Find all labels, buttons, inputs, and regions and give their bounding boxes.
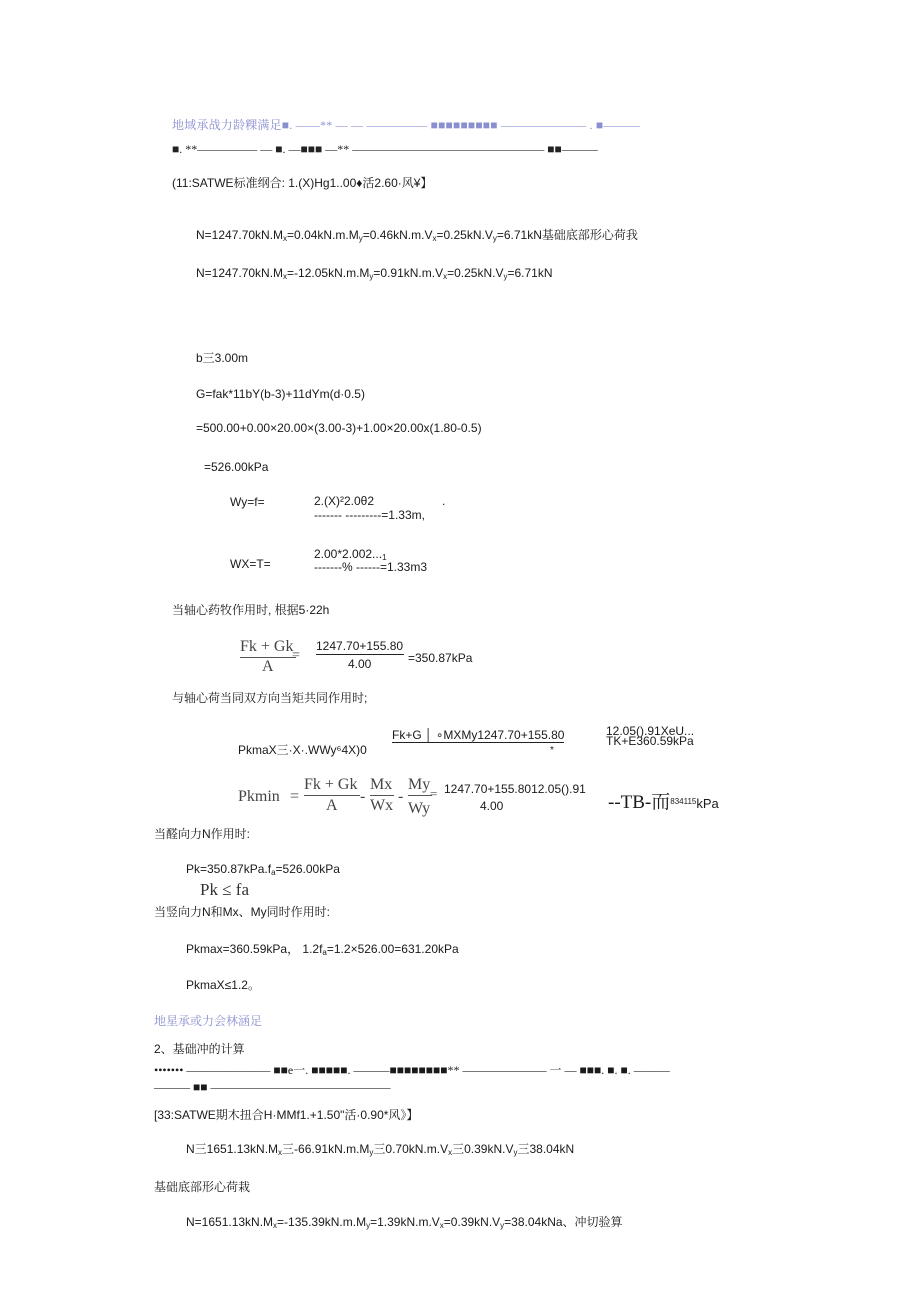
pmin-f1-denominator: A: [326, 797, 338, 814]
fk-denominator: 4.00: [348, 657, 372, 671]
pkmax-check-line: Pkmax=360.59kPa， $1.2f_a=1.2\times 526.00=631.20kPa$: [186, 942, 459, 957]
load-line-1: $N=1247.70kN.M_x=0.04kN.m.M_y=0.46kN.m.V_x=0.25kN.V_y=6.71kN$基础底部形心荷我: [196, 228, 638, 243]
section1-heading-line2: ■. **————— — ■. —■■■ —** ———————————————— ■■———: [172, 142, 598, 156]
pk-check-line: $Pk=350.87kPa.f_a=526.00kPa$: [186, 862, 340, 877]
axial-intro: 当轴心药牧作用时, 根据5·22h: [172, 603, 330, 617]
fk-formula-denominator: A: [262, 658, 274, 675]
load-combination-33: [33:SATWE期木扭合H·MMf1.+1.50"活·0.90*风》】: [154, 1108, 419, 1122]
pmin-denominator: 4.00: [480, 799, 504, 813]
pmax-label: PkmaX三·X·.WWy⁶4X)0: [238, 743, 367, 757]
wx-denominator: -------% ------=1.33m3: [314, 560, 427, 574]
pmin-numerator: 1247.70+155.8012.05().91: [444, 782, 586, 796]
pmin-f1-bar: [304, 795, 360, 796]
pmin-f1-numerator: Fk + Gk: [304, 776, 358, 793]
pmin-right-result: --TB-而$^{834115}$kPa: [608, 792, 719, 813]
fk-formula-numerator: Fk + Gk: [240, 638, 294, 655]
load-line-2: $N=1247.70kN.M_x=-12.05kN.m.M_y=0.91kN.m.V_x=0.25kN.V_y=6.71kN$: [196, 266, 553, 281]
pmin-f2-numerator: Mx: [370, 776, 393, 793]
wy-numerator: 2.(X)²2.0θ2: [314, 494, 375, 508]
pmin-f3-numerator: My: [408, 776, 431, 793]
vertical-moment-intro: 当竖向力N和Mx、My同时作用时:: [154, 905, 330, 919]
bearing-conclusion: 地星承或力会林涵足: [154, 1014, 263, 1028]
bearing-values: =500.00+0.00×20.00×(3.00-3)+1.00×20.00x(1.80-0.5): [196, 421, 482, 435]
section1-heading-line1: 地域承战力龄粿满足■. ——** — — ————— ■■■■■■■■■ ——————— . ■———: [172, 118, 640, 132]
fk-formula-eq: =: [292, 648, 300, 663]
section2-dash-line-2: ——— ■■ ———————————————: [154, 1080, 391, 1094]
section2-dash-line-1: ••••••• ——————— ■■e一. ■■■■■. ———■■■■■■■■** ——————— 一 — ■■■. ■. ■. ———: [154, 1063, 670, 1077]
pk-le-fa: Pk ≤ fa: [200, 880, 249, 899]
wy-denominator: ------- ---------=1.33m,: [314, 508, 425, 522]
fk-fraction-bar: [316, 654, 404, 655]
pmin-f2-bar: [370, 795, 394, 796]
vertical-force-intro: 当醛向力N作用时:: [154, 827, 251, 841]
pmin-minus-1: -: [360, 788, 366, 805]
section2-load-line-1: N三$1651.13kN.M_x$三$-66.91kN.m.M_y$三$0.70kN.m.V_x$三$0.39kN.V_y$三38.04kN: [186, 1142, 575, 1157]
pmin-eq: =: [290, 788, 300, 805]
pmax-right-top: 12.05().91XeU...: [606, 724, 695, 738]
pmin-f2-denominator: Wx: [370, 797, 394, 814]
load-combination-1: (11:SATWE标准纲合: 1.(X)Hg1..00♦活2.60·风¥】: [172, 176, 433, 190]
moment-intro: 与轴心荷当同双方向当矩共同作用时;: [172, 691, 368, 705]
bearing-result: =526.00kPa: [204, 460, 269, 474]
pmax-star: *: [550, 745, 554, 756]
pmin-f3-denominator: Wy: [408, 800, 431, 817]
pkmax-condition: PkmaX≤1.2。: [186, 978, 260, 992]
pmin-eq-2: =: [430, 786, 438, 801]
fk-numerator: 1247.70+155.80: [316, 639, 404, 653]
bearing-formula: G=fak*11bY(b-3)+11dYm(d·0.5): [196, 387, 365, 401]
fk-result: =350.87kPa: [408, 651, 473, 665]
section2-base-label: 基础底部形心荷栽: [154, 1180, 251, 1194]
section2-load-line-2: $N=1651.13kN.M_x=-135.39kN.m.M_y=1.39kN.m.V_x=0.39kN.V_y=38.04kNa$、冲切验算: [186, 1215, 623, 1230]
wx-numerator: $2.00*2.002..._1$: [314, 547, 387, 562]
pmax-fraction-bar: [392, 742, 564, 743]
pmax-numerator: Fk+G │ ∘MXMy1247.70+155.80: [392, 728, 565, 742]
section2-title: 2、基础冲的计算: [154, 1042, 245, 1056]
wy-dot: .: [442, 494, 446, 508]
pmax-right-result: TK+E360.59kPa: [606, 734, 694, 748]
wy-label: Wy=f=: [230, 495, 265, 509]
pmin-minus-2: -: [398, 788, 404, 805]
pmin-f3-bar: [408, 795, 432, 796]
wx-label: WX=T=: [230, 557, 271, 571]
pmin-label: Pkmin: [238, 788, 280, 805]
base-width: b三3.00m: [196, 351, 249, 365]
